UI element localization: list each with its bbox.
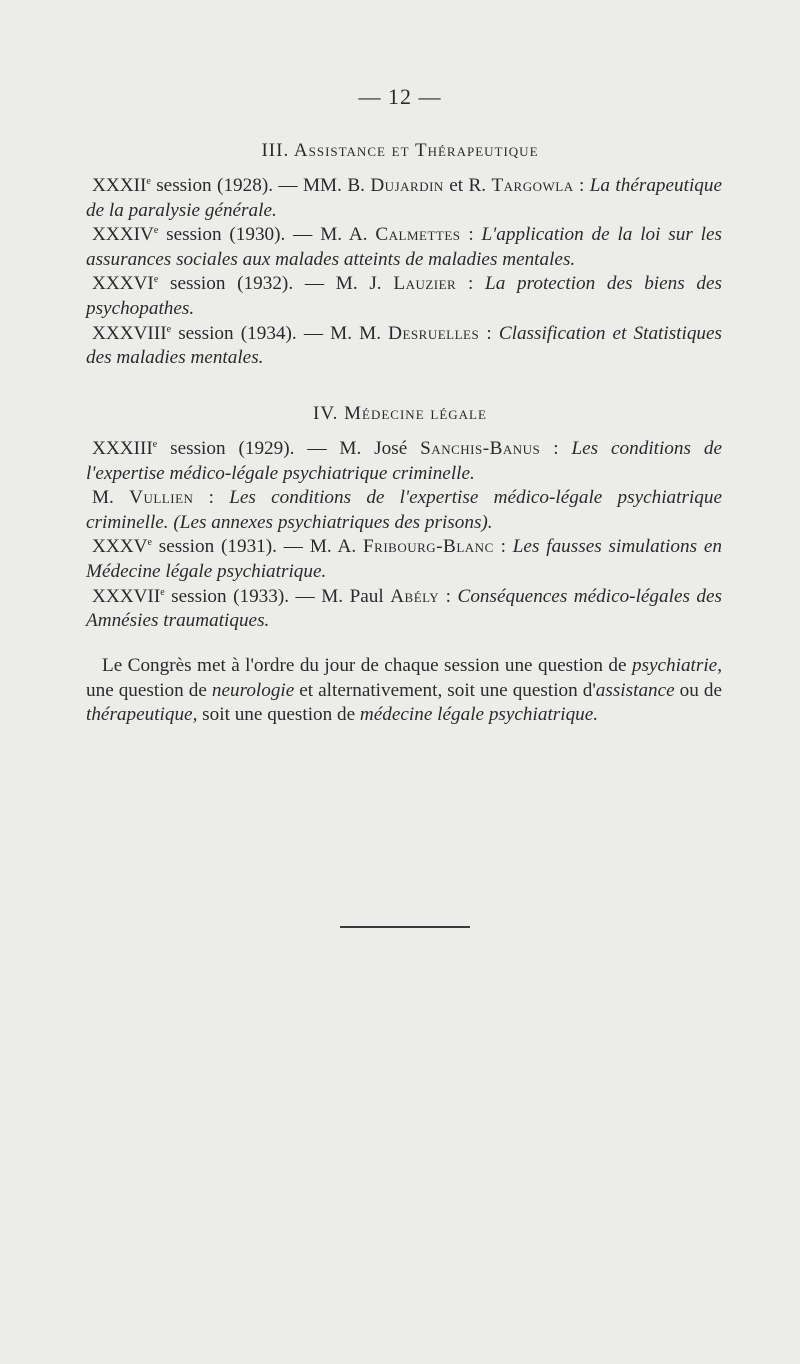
paragraph-text: Le Congrès met à l'ordre du jour de chaque session une question de psychiatrie, une question de neurologie et alternativement, soit une question d'assistance ou de thérapeutique, soit une question de médecine légale psychiatrique. [86,655,722,726]
list-item: M. Vullien : Les conditions de l'expertise médico-légale psychiatrique criminelle. (Les annexes psychiatriques des prisons). [86,487,722,533]
list-item: XXXIVe session (1930). — M. A. Calmettes : L'application de la loi sur les assurances sociales aux malades atteints de maladies mentales. [86,224,722,270]
list-item: XXXVIIe session (1933). — M. Paul Abély : Conséquences médico-légales des Amnésies traumatiques. [86,585,722,632]
list-item: XXXVe session (1931). — M. A. Fribourg-Blanc : Les fausses simulations en Médecine légale psychiatrique. [86,536,722,582]
section-medecine-legale-list [86,437,722,634]
end-rule-divider [340,926,470,928]
section-heading-assistance: III. Assistance et Thérapeutique [261,140,539,161]
list-item: XXXVIe session (1932). — M. J. Lauzier : La protection des biens des psychopathes. [86,273,723,319]
page-number: — 12 — [358,84,442,109]
closing-paragraph [86,654,722,728]
list-item: XXXVIIIe session (1934). — M. M. Desruelles : Classification et Statistiques des maladies mentales. [86,322,723,369]
list-item: XXXIIIe session (1929). — M. José Sanchis-Banus : Les conditions de l'expertise médico-légale psychiatrique criminelle. [86,438,722,484]
section-assistance-list [86,174,722,371]
list-item: XXXIIe session (1928). — MM. B. Dujardin et R. Targowla : La thérapeutique de la paralysie générale. [86,175,722,221]
section-heading-medecine-legale: IV. Médecine légale [313,403,487,424]
